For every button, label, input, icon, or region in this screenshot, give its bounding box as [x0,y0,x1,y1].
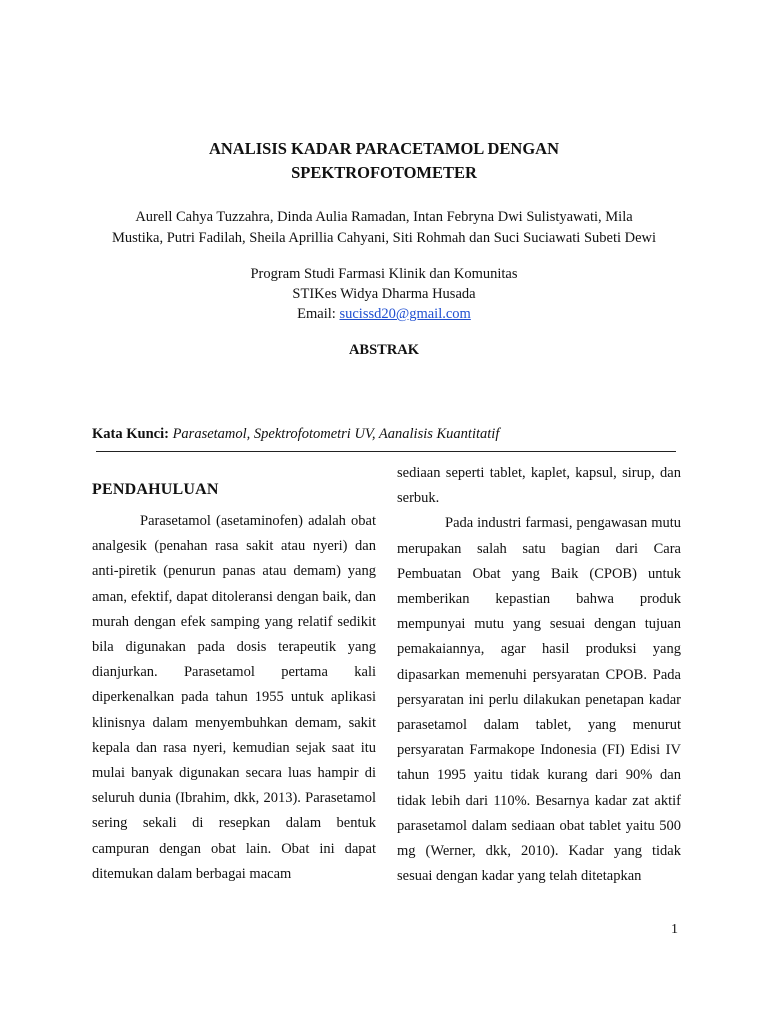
section-divider [96,451,676,452]
program-name: Program Studi Farmasi Klinik dan Komunitas [250,266,518,282]
authors-line-1: Aurell Cahya Tuzzahra, Dinda Aulia Ramadan, Intan Febryna Dwi Sulistyawati, Mila [135,209,633,225]
email-line [92,304,676,324]
paper-title [92,137,676,185]
title-line-1: ANALISIS KADAR PARACETAMOL DENGAN [208,139,560,158]
keywords-value: Parasetamol, Spektrofotometri UV, Aanalisis Kuantitatif [168,426,500,442]
email-label: Email: [297,306,340,322]
keywords-label: Kata Kunci: [92,426,169,442]
left-column [92,509,376,887]
page-number: 1 [671,922,678,937]
continuation-paragraph: sediaan seperti tablet, kaplet, kapsul, sirup, dan serbuk. [397,465,681,507]
institution-name: STIKes Widya Dharma Husada [292,286,476,302]
authors-line-2: Mustika, Putri Fadilah, Sheila Aprillia Cahyani, Siti Rohmah dan Suci Suciawati Subeti Dewi [111,230,657,246]
abstract-heading: ABSTRAK [348,342,420,358]
email-link[interactable]: sucissd20@gmail.com [339,306,471,322]
author-list [92,207,676,249]
section-heading-pendahuluan: PENDAHULUAN [92,481,219,498]
right-column [397,461,681,889]
keywords-line [92,426,499,443]
intro-paragraph: Parasetamol (asetaminofen) adalah obat analgesik (penahan rasa sakit atau nyeri) dan anti-piretik (penurun panas atau demam) yang aman, efektif, dapat ditoleransi dengan baik, dan murah dengan efek samping yang relatif sedikit bila digunakan pada dosis terapeutik yang dianjurkan. Parasetamol pertama kali diperkenalkan pada tahun 1955 untuk aplikasi klinisnya dalam menyembuhkan demam, sakit kepala dan rasa nyeri, kemudian sejak saat itu mulai banyak digunakan secara luas hampir di seluruh dunia (Ibrahim, dkk, 2013). Parasetamol sering sekali di resepkan dalam bentuk campuran dengan obat lain. Obat ini dapat ditemukan dalam berbagai macam [92,513,376,882]
quality-control-paragraph: Pada industri farmasi, pengawasan mutu merupakan salah satu bagian dari Cara Pembuatan Obat yang Baik (CPOB) untuk memberikan kepastian bahwa produk mempunyai mutu yang sesuai dengan tujuan pemakaiannya, agar hasil produksi yang dipasarkan memenuhi persyaratan CPOB. Pada persyaratan ini perlu dilakukan penetapan kadar parasetamol dalam tablet, yang menurut persyaratan Farmakope Indonesia (FI) Edisi IV tahun 1995 yaitu tidak kurang dari 90% dan tidak lebih dari 110%. Besarnya kadar zat aktif parasetamol dalam sediaan obat tablet yaitu 500 mg (Werner, dkk, 2010). Kadar yang tidak sesuai dengan kadar yang telah ditetapkan [397,515,681,885]
title-line-2: SPEKTROFOTOMETER [291,163,477,182]
affiliation-block [92,264,676,324]
